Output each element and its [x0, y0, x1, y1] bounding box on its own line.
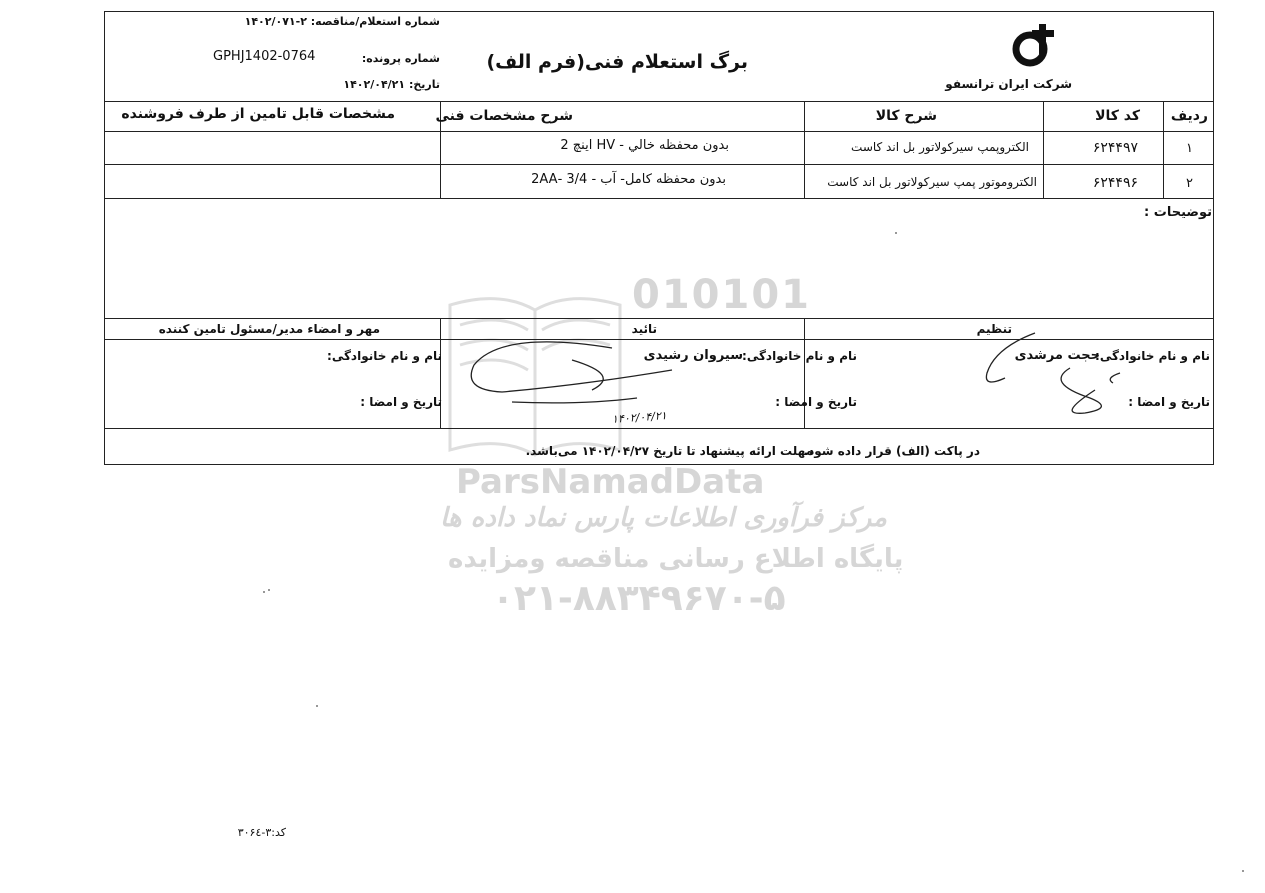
- watermark-line-1: مرکز فرآوری اطلاعات پارس نماد داده ها: [440, 503, 887, 533]
- table-row-1-spec: بدون محفظه خالي - HV اینچ 2: [560, 138, 729, 153]
- table-row-2-rule: [104, 198, 1214, 199]
- scan-speck: [268, 589, 270, 591]
- column-header-supplier: مشخصات قابل تامین از طرف فروشنده: [121, 106, 395, 122]
- supplier-seal-header: مهر و امضاء مدیر/مسئول تامین کننده: [158, 322, 380, 336]
- table-row-2-number: ۲: [1186, 176, 1193, 191]
- iran-transfo-logo-icon: [1010, 22, 1058, 68]
- prepared-date-sign-label: تاریخ و امضا :: [1128, 395, 1210, 409]
- supplier-date-sign-label: تاریخ و امضا :: [360, 395, 442, 409]
- approved-date-sign-label: تاریخ و امضا :: [775, 395, 857, 409]
- file-number-label: شماره پرونده:: [361, 52, 440, 65]
- signature-top-rule: [104, 318, 1214, 319]
- table-header-rule: [104, 131, 1214, 132]
- column-header-spec: شرح مشخصات فنی: [435, 108, 573, 124]
- approved-name: سیروان رشیدی: [643, 348, 743, 363]
- document-date: تاریخ: ۱۴۰۲/۰۴/۲۱: [343, 78, 440, 91]
- approved-by-header: تائید: [631, 322, 657, 336]
- prepared-by-header: تنظیم: [976, 322, 1012, 336]
- table-col-divider: [804, 101, 805, 198]
- watermark-phone: ۰۲۱-۸۸۳۴۹۶۷۰-۵: [492, 578, 786, 619]
- supplier-name-label: نام و نام خانوادگی:: [327, 349, 442, 363]
- page-title: برگ استعلام فنی(فرم الف): [486, 51, 748, 73]
- signature-col-divider: [804, 318, 805, 428]
- footer-note-deadline: مهلت ارائه پیشنهاد تا تاریخ ۱۴۰۲/۰۴/۲۷ می‌باشد.: [525, 444, 813, 458]
- prepared-signature: [975, 328, 1125, 418]
- table-row-1-description: الکتروپمپ سیرکولاتور بل اند کاست: [851, 140, 1029, 154]
- watermark-digits: 010101: [632, 272, 811, 318]
- company-name: شرکت ایران ترانسفو: [945, 77, 1072, 91]
- prepared-name: حجت مرشدی: [1014, 348, 1100, 363]
- footer-note-packet: در پاکت (الف) قرار داده شود.: [803, 444, 980, 458]
- table-top-rule: [104, 101, 1214, 102]
- watermark-brand: ParsNamadData: [456, 462, 765, 502]
- inquiry-number: شماره استعلام/مناقصه: ۲-۱۴۰۲/۰۷۱: [244, 15, 440, 28]
- form-code: کد:۳-۳۰۶٤: [237, 826, 286, 839]
- approved-name-label: نام و نام خانوادگی:: [742, 349, 857, 363]
- approved-handwritten-date: ۱۴۰۲/۰۴/۲۱: [611, 409, 668, 426]
- column-header-code: کد کالا: [1095, 108, 1140, 124]
- table-row-2-description: الکتروموتور پمپ سیرکولاتور بل اند کاست: [827, 175, 1037, 189]
- column-header-row: ردیف: [1170, 108, 1208, 124]
- scan-speck: [1242, 870, 1244, 872]
- file-number-value: GPHJ1402-0764: [213, 49, 316, 64]
- table-row-2-spec: بدون محفظه کامل- آب - 3/4 -2AA: [531, 172, 726, 187]
- column-header-description: شرح کالا: [875, 108, 937, 124]
- notes-label: توضیحات :: [1144, 205, 1212, 220]
- watermark-line-2: پایگاه اطلاع رسانی مناقصه ومزایده: [448, 544, 904, 574]
- table-row-1-code: ۶۲۴۴۹۷: [1092, 140, 1138, 156]
- signature-col-divider: [440, 318, 441, 428]
- scan-speck: [316, 705, 318, 707]
- scan-speck: [263, 591, 265, 593]
- table-row-1-number: ۱: [1186, 141, 1193, 156]
- table-row-2-code: ۶۲۴۴۹۶: [1092, 175, 1138, 191]
- prepared-name-label: نام و نام خانوادگی:: [1095, 349, 1210, 363]
- scan-speck: [895, 232, 897, 234]
- table-row-1-rule: [104, 164, 1214, 165]
- table-col-divider: [1043, 101, 1044, 198]
- table-col-divider: [1163, 101, 1164, 198]
